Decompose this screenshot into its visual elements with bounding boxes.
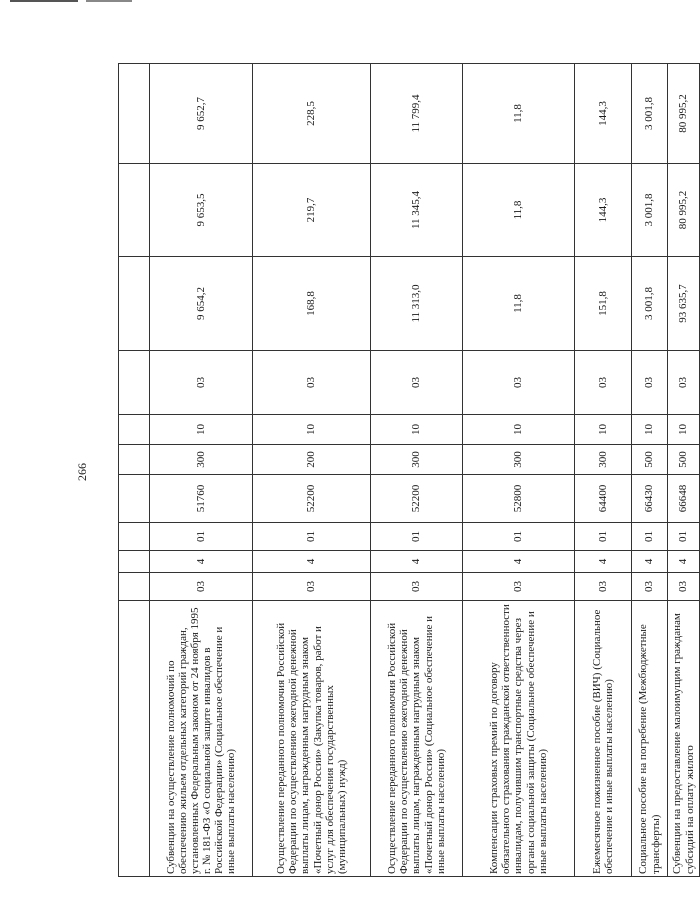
code-cell: 4 [253, 551, 371, 573]
code-cell: 03 [632, 573, 668, 601]
amount-cell: 80 995,2 [668, 64, 700, 164]
row-name: Компенсации страховых премий по договору обязательного страхования гражданской ответственности инвалидам, получившим транспортные средства через органы социальной защиты (Социальное обеспечение и иные выплаты населению) [463, 601, 575, 877]
amount-cell: 9 652,7 [150, 64, 253, 164]
amount-cell: 151,8 [575, 257, 632, 351]
code-cell: 03 [150, 573, 253, 601]
code-cell: 01 [371, 523, 463, 551]
amount-cell: 228,5 [253, 64, 371, 164]
code-cell: 4 [575, 551, 632, 573]
header-cell [119, 351, 150, 415]
amount-cell: 3 001,8 [632, 257, 668, 351]
code-cell: 64400 [575, 475, 632, 523]
code-cell: 03 [463, 573, 575, 601]
amount-cell: 9 654,2 [150, 257, 253, 351]
amount-cell: 168,8 [253, 257, 371, 351]
header-cell [119, 573, 150, 601]
header-cell [119, 415, 150, 445]
code-cell: 4 [632, 551, 668, 573]
code-cell: 66430 [632, 475, 668, 523]
table-row [575, 64, 632, 877]
top-edge-mark [10, 0, 78, 2]
budget-table [118, 63, 700, 877]
code-cell: 4 [150, 551, 253, 573]
code-cell: 10 [668, 415, 700, 445]
code-cell: 300 [575, 445, 632, 475]
header-cell [119, 257, 150, 351]
amount-cell: 144,3 [575, 64, 632, 164]
code-cell: 03 [463, 351, 575, 415]
header-cell [119, 445, 150, 475]
code-cell: 10 [632, 415, 668, 445]
code-cell: 10 [575, 415, 632, 445]
code-cell: 51760 [150, 475, 253, 523]
table-row [253, 64, 371, 877]
code-cell: 03 [668, 573, 700, 601]
header-cell [119, 64, 150, 164]
amount-cell: 11,8 [463, 164, 575, 257]
amount-cell: 11,8 [463, 257, 575, 351]
amount-cell: 144,3 [575, 164, 632, 257]
code-cell: 03 [668, 351, 700, 415]
code-cell: 200 [253, 445, 371, 475]
code-cell: 500 [632, 445, 668, 475]
code-cell: 03 [575, 573, 632, 601]
code-cell: 01 [668, 523, 700, 551]
code-cell: 03 [371, 351, 463, 415]
code-cell: 03 [575, 351, 632, 415]
table-row [463, 64, 575, 877]
code-cell: 01 [150, 523, 253, 551]
header-cell [119, 475, 150, 523]
header-cell [119, 551, 150, 573]
code-cell: 03 [253, 573, 371, 601]
amount-cell: 11,8 [463, 64, 575, 164]
amount-cell: 3 001,8 [632, 64, 668, 164]
page-number: 266 [75, 463, 89, 481]
amount-cell: 11 345,4 [371, 164, 463, 257]
code-cell: 52200 [371, 475, 463, 523]
code-cell: 01 [253, 523, 371, 551]
row-name: Субвенции на осуществление полномочий по обеспечению жильем отдельных категорий граждан, установленных Федеральным законом от 24 ноября 1995 г. № 181-ФЗ «О социальной защите инвалидов в Российской Федерации» (Социальное обеспечение и иные выплаты населению) [150, 601, 253, 877]
row-name: Субвенции на предоставление малоимущим гражданам субсидий на оплату жилого [668, 601, 700, 877]
table-row [632, 64, 668, 877]
table-row [150, 64, 253, 877]
header-cell [119, 164, 150, 257]
table-row [371, 64, 463, 877]
row-name: Осуществление переданного полномочия Российской Федерации по осуществлению ежегодной денежной выплаты лицам, награжденным нагрудным знаком «Почетный донор России» (Закупка товаров, работ и услуг для обеспечения государственных (муниципальных) нужд) [253, 601, 371, 877]
header-cell [119, 523, 150, 551]
code-cell: 03 [632, 351, 668, 415]
code-cell: 10 [253, 415, 371, 445]
code-cell: 300 [463, 445, 575, 475]
top-edge-mark [86, 0, 132, 2]
code-cell: 500 [668, 445, 700, 475]
code-cell: 4 [371, 551, 463, 573]
code-cell: 4 [463, 551, 575, 573]
row-name: Осуществление переданного полномочия Российской Федерации по осуществлению ежегодной денежной выплаты лицам, награжденным нагрудным знаком «Почетный донор России» (Социальное обеспечение и иные выплаты населению) [371, 601, 463, 877]
amount-cell: 11 313,0 [371, 257, 463, 351]
code-cell: 03 [371, 573, 463, 601]
header-cell [119, 601, 150, 877]
row-name: Ежемесячное пожизненное пособие (ВИЧ) (Социальное обеспечение и иные выплаты населению) [575, 601, 632, 877]
code-cell: 10 [463, 415, 575, 445]
code-cell: 01 [575, 523, 632, 551]
code-cell: 01 [632, 523, 668, 551]
code-cell: 03 [150, 351, 253, 415]
amount-cell: 9 653,5 [150, 164, 253, 257]
table-header-row [119, 64, 150, 877]
code-cell: 01 [463, 523, 575, 551]
amount-cell: 11 799,4 [371, 64, 463, 164]
amount-cell: 3 001,8 [632, 164, 668, 257]
amount-cell: 93 635,7 [668, 257, 700, 351]
amount-cell: 80 995,2 [668, 164, 700, 257]
code-cell: 66648 [668, 475, 700, 523]
code-cell: 300 [150, 445, 253, 475]
budget-table-rotated [118, 64, 696, 877]
amount-cell: 219,7 [253, 164, 371, 257]
code-cell: 03 [253, 351, 371, 415]
code-cell: 52800 [463, 475, 575, 523]
code-cell: 10 [371, 415, 463, 445]
code-cell: 4 [668, 551, 700, 573]
row-name: Социальное пособие на погребение (Межбюджетные трансферты) [632, 601, 668, 877]
code-cell: 300 [371, 445, 463, 475]
code-cell: 10 [150, 415, 253, 445]
code-cell: 52200 [253, 475, 371, 523]
table-row [668, 64, 700, 877]
